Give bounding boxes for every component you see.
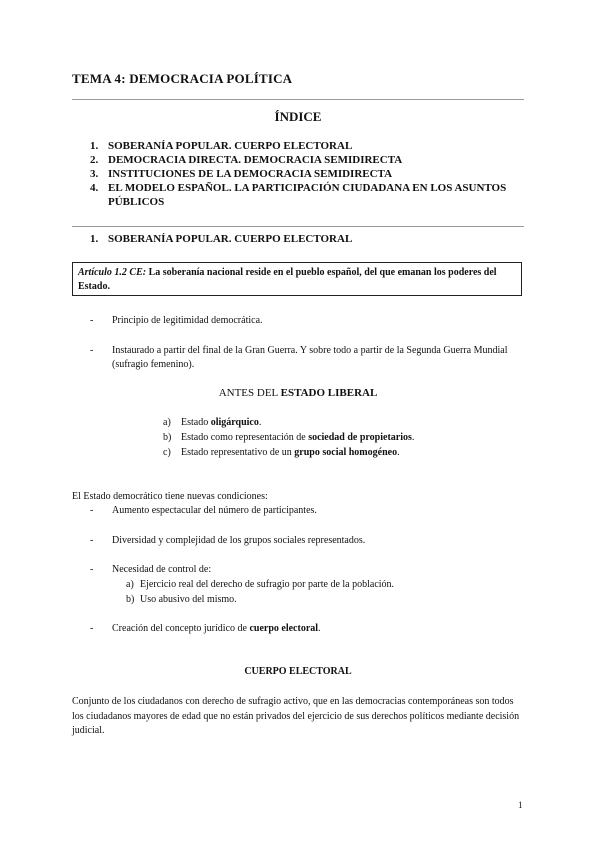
index-heading: ÍNDICE <box>274 109 322 124</box>
list-item: a) Ejercicio real del derecho de sufragio por parte de la población. <box>126 579 395 590</box>
page-title: TEMA 4: DEMOCRACIA POLÍTICA <box>72 71 293 86</box>
toc-item: 3. INSTITUCIONES DE LA DEMOCRACIA SEMIDIRECTA <box>90 168 393 180</box>
list-item: - Aumento espectacular del número de participantes. <box>90 505 317 516</box>
divider <box>72 99 524 100</box>
article-reference: Artículo 1.2 CE: <box>78 267 147 278</box>
toc-item: 1. SOBERANÍA POPULAR. CUERPO ELECTORAL <box>90 140 353 152</box>
list-item: - Diversidad y complejidad de los grupos sociales representados. <box>90 535 366 546</box>
list-item: b) Estado como representación de sociedad de propietarios. <box>163 432 415 443</box>
article-quote-box <box>72 262 522 296</box>
list-item: - Principio de legitimidad democrática. <box>90 315 263 326</box>
cuerpo-definition: Conjunto de los ciudadanos con derecho de sufragio activo, que en las democracias contemporáneas son todos los ciudadanos mayores de edad que no están privados del ejercicio de sus derechos políticos mediante decisión judicial. <box>72 696 520 736</box>
article-text: La soberanía nacional reside en el pueblo español, del que emanan los poderes del Estado. <box>78 267 497 292</box>
democratic-intro: El Estado democrático tiene nuevas condiciones: <box>72 491 268 502</box>
before-heading: ANTES DEL ESTADO LIBERAL <box>218 387 378 399</box>
list-item: - Creación del concepto jurídico de cuerpo electoral. <box>90 623 321 634</box>
divider <box>72 226 524 227</box>
toc-item: 4. EL MODELO ESPAÑOL. LA PARTICIPACIÓN CIUDADANA EN LOS ASUNTOS PÚBLICOS <box>90 182 507 208</box>
table-of-contents <box>90 139 530 209</box>
list-item: a) Estado oligárquico. <box>163 417 262 428</box>
list-item: b) Uso abusivo del mismo. <box>126 594 237 605</box>
toc-item: 2. DEMOCRACIA DIRECTA. DEMOCRACIA SEMIDIRECTA <box>90 154 403 166</box>
list-item: - Instaurado a partir del final de la Gran Guerra. Y sobre todo a partir de la Segunda Guerra Mundial (sufragio femenino). <box>90 345 508 370</box>
section-heading: 1. SOBERANÍA POPULAR. CUERPO ELECTORAL <box>90 233 353 245</box>
page-number: 1 <box>518 800 523 810</box>
list-item: - Necesidad de control de: <box>90 564 212 575</box>
cuerpo-heading: CUERPO ELECTORAL <box>244 666 352 677</box>
list-item: c) Estado representativo de un grupo social homogéneo. <box>163 447 400 458</box>
